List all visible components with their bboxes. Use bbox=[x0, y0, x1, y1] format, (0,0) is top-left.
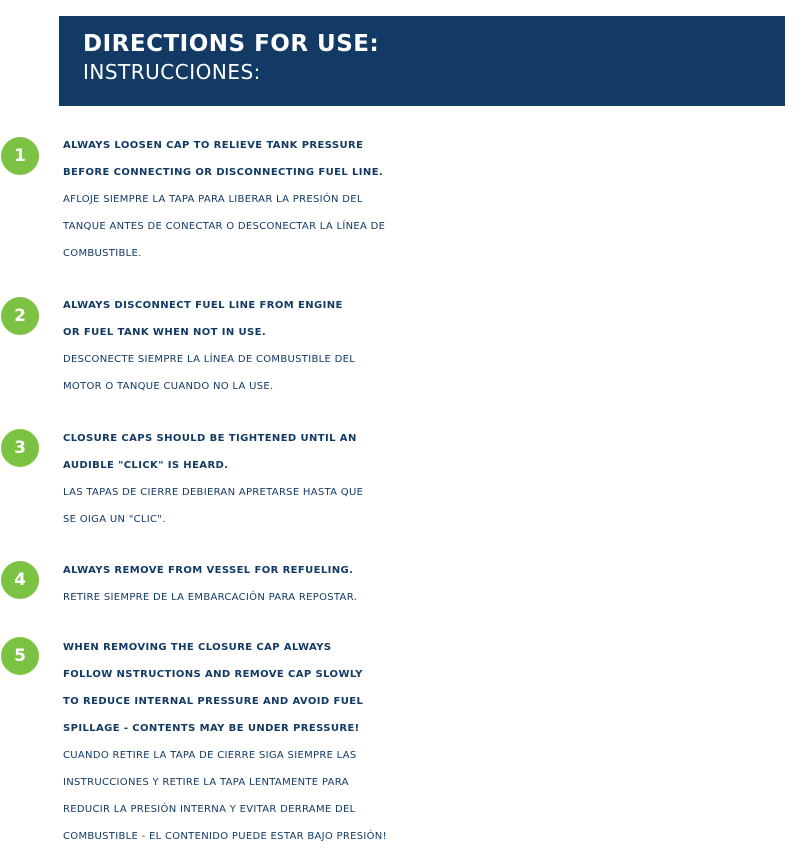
step-instruction-en: OR FUEL TANK WHEN NOT IN USE. bbox=[63, 327, 267, 338]
step-instruction-en: TO REDUCE INTERNAL PRESSURE AND AVOID FUEL bbox=[63, 696, 364, 707]
step-instruction-en: ALWAYS LOOSEN CAP TO RELIEVE TANK PRESSURE bbox=[63, 140, 364, 151]
step-instruction-en: SPILLAGE - CONTENTS MAY BE UNDER PRESSURE! bbox=[63, 723, 360, 734]
step-instruction-en: CLOSURE CAPS SHOULD BE TIGHTENED UNTIL AN bbox=[63, 433, 357, 444]
step-instruction-es: DESCONECTE SIEMPRE LA LÍNEA DE COMBUSTIBLE DEL bbox=[63, 354, 356, 365]
step-instruction-es: LAS TAPAS DE CIERRE DEBIERAN APRETARSE HASTA QUE bbox=[63, 487, 364, 498]
step-instruction-en: ALWAYS DISCONNECT FUEL LINE FROM ENGINE bbox=[63, 300, 343, 311]
step-text bbox=[63, 425, 793, 533]
step-instruction-es: RETIRE SIEMPRE DE LA EMBARCACIÓN PARA REPOSTAR. bbox=[63, 592, 358, 603]
step-instruction-es: TANQUE ANTES DE CONECTAR O DESCONECTAR LA LÍNEA DE bbox=[63, 221, 386, 232]
header-title: DIRECTIONS FOR USE: bbox=[83, 31, 380, 57]
step-instruction-es: REDUCIR LA PRESIÓN INTERNA Y EVITAR DERRAME DEL bbox=[63, 804, 356, 815]
step-instruction-es: SE OIGA UN "CLIC". bbox=[63, 514, 166, 525]
step-text bbox=[63, 132, 793, 267]
step-number-badge: 4 bbox=[1, 561, 39, 599]
step-text bbox=[63, 292, 793, 400]
step-number-badge: 1 bbox=[1, 137, 39, 175]
step-text bbox=[63, 557, 793, 611]
step-number-badge: 2 bbox=[1, 297, 39, 335]
header-subtitle: INSTRUCCIONES: bbox=[83, 60, 261, 84]
step-instruction-en: BEFORE CONNECTING OR DISCONNECTING FUEL LINE. bbox=[63, 167, 384, 178]
step-instruction-es: MOTOR O TANQUE CUANDO NO LA USE. bbox=[63, 381, 274, 392]
step-number-badge: 5 bbox=[1, 637, 39, 675]
step-instruction-es: COMBUSTIBLE - EL CONTENIDO PUEDE ESTAR BAJO PRESIÓN! bbox=[63, 831, 387, 842]
step-instruction-es: CUANDO RETIRE LA TAPA DE CIERRE SIGA SIEMPRE LAS bbox=[63, 750, 357, 761]
step-number-badge: 3 bbox=[1, 429, 39, 467]
step-instruction-en: ALWAYS REMOVE FROM VESSEL FOR REFUELING. bbox=[63, 565, 354, 576]
step-instruction-es: AFLOJE SIEMPRE LA TAPA PARA LIBERAR LA PRESIÓN DEL bbox=[63, 194, 363, 205]
step-instruction-es: COMBUSTIBLE. bbox=[63, 248, 142, 259]
step-instruction-en: AUDIBLE "CLICK" IS HEARD. bbox=[63, 460, 229, 471]
step-instruction-es: INSTRUCCIONES Y RETIRE LA TAPA LENTAMENTE PARA bbox=[63, 777, 349, 788]
step-text bbox=[63, 634, 793, 850]
step-instruction-en: WHEN REMOVING THE CLOSURE CAP ALWAYS bbox=[63, 642, 332, 653]
step-instruction-en: FOLLOW NSTRUCTIONS AND REMOVE CAP SLOWLY bbox=[63, 669, 363, 680]
directions-header bbox=[59, 16, 785, 106]
